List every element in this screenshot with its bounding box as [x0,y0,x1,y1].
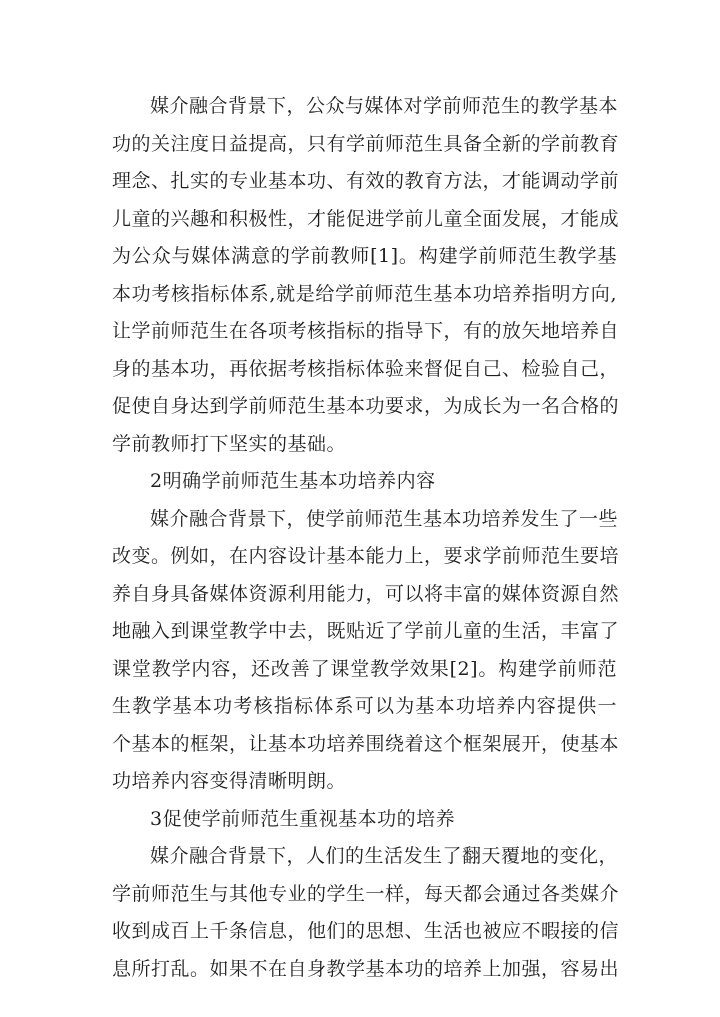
paragraph-line: 地融入到课堂教学中去，既贴近了学前儿童的生活，丰富了 [112,620,620,642]
paragraph-line: 身的基本功，再依据考核指标体验来督促自己、检验自己， [112,357,620,380]
paragraph-line: 功培养内容变得清晰明朗。 [112,770,347,792]
paragraph-line: 让学前师范生在各项考核指标的指导下，有的放矢地培养自 [112,320,620,342]
paragraph-line: 功的关注度日益提高，只有学前师范生具备全新的学前教育 [112,132,620,155]
body-text [112,88,620,988]
paragraph-line: 促使自身达到学前师范生基本功要求，为成长为一名合格的 [112,395,620,417]
paragraph-line: 息所打乱。如果不在自身教学基本功的培养上加强，容易出 [112,957,620,980]
paragraph-line: 学前教师打下坚实的基础。 [112,432,347,455]
paragraph-line: 儿童的兴趣和积极性，才能促进学前儿童全面发展，才能成 [112,207,620,230]
paragraph-line: 理念、扎实的专业基本功、有效的教育方法，才能调动学前 [112,170,620,192]
section-heading-3: 3促使学前师范生重视基本功的培养 [150,807,456,830]
paragraph-line: 媒介融合背景下，人们的生活发生了翻天覆地的变化， [150,845,619,867]
paragraph-line: 学前师范生与其他专业的学生一样，每天都会通过各类媒介 [112,882,620,905]
section-heading-2: 2明确学前师范生基本功培养内容 [150,470,436,492]
paragraph-line: 养自身具备媒体资源利用能力，可以将丰富的媒体资源自然 [112,582,620,605]
paragraph-3 [112,838,620,988]
paragraph-2 [112,501,620,801]
paragraph-line: 媒介融合背景下，使学前师范生基本功培养发生了一些 [150,507,619,530]
paragraph-line: 收到成百上千条信息，他们的思想、生活也被应不暇接的信 [112,920,620,942]
paragraph-line: 个基本的框架，让基本功培养围绕着这个框架展开，使基本 [112,732,620,755]
paragraph-line: 媒介融合背景下，公众与媒体对学前师范生的教学基本 [150,95,619,117]
paragraph-line: 生教学基本功考核指标体系可以为基本功培养内容提供一 [112,695,617,717]
paragraph-line: 本功考核指标体系,就是给学前师范生基本功培养指明方向, [112,282,617,305]
paragraph-line: 课堂教学内容，还改善了课堂教学效果[2]。构建学前师范 [112,657,617,680]
paragraph-line: 为公众与媒体满意的学前教师[1]。构建学前师范生教学基 [112,245,617,267]
paragraph-line: 改变。例如，在内容设计基本能力上，要求学前师范生要培 [112,545,620,567]
paragraph-1 [112,88,620,463]
